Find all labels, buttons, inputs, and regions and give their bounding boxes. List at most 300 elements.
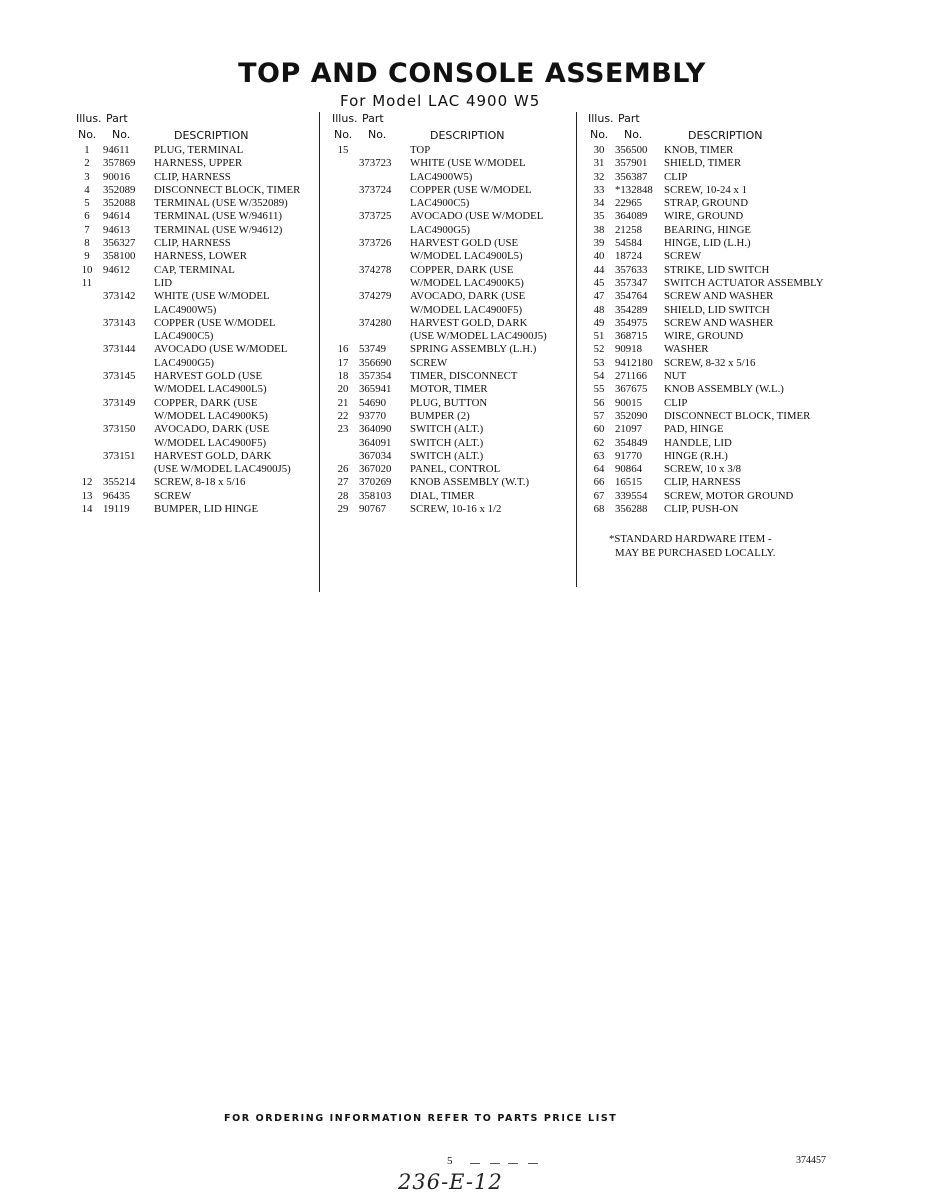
part-number: 94612 — [103, 263, 130, 276]
part-description: SCREW — [154, 489, 192, 502]
table-row — [332, 144, 572, 157]
table-row — [588, 476, 848, 489]
table-row — [76, 397, 316, 410]
part-number: 54584 — [615, 237, 642, 250]
part-description: HINGE (R.H.) — [664, 449, 728, 462]
table-row — [332, 490, 572, 503]
handwritten-code: 236-E-12 — [398, 1170, 503, 1194]
parts-list — [76, 144, 316, 516]
part-number: 364090 — [359, 423, 392, 436]
part-number: 54690 — [359, 396, 386, 409]
part-description: TERMINAL (USE W/352089) — [154, 197, 288, 210]
document-number: 374457 — [796, 1155, 826, 1166]
table-row — [588, 224, 848, 237]
table-row — [332, 343, 572, 356]
illus-number: 57 — [593, 409, 605, 422]
illus-number: 17 — [337, 356, 349, 369]
part-description: CLIP — [664, 396, 688, 409]
part-number: 356288 — [615, 503, 648, 516]
parts-list — [588, 144, 848, 516]
illus-number: 31 — [593, 157, 605, 170]
table-row — [76, 463, 316, 476]
table-row — [332, 357, 572, 370]
part-number: 373144 — [103, 343, 136, 356]
part-header: Part — [106, 112, 128, 125]
table-row — [76, 383, 316, 396]
illus-number: 68 — [593, 503, 605, 516]
illus-number: 60 — [593, 423, 605, 436]
part-number: 373725 — [359, 210, 392, 223]
illus-number: 30 — [593, 144, 605, 156]
part-number: 373726 — [359, 237, 392, 250]
part-description: CAP, TERMINAL — [154, 263, 235, 276]
table-row — [76, 144, 316, 157]
illus-header: Illus. — [76, 112, 102, 125]
table-row — [76, 437, 316, 450]
part-number: 356387 — [615, 170, 648, 183]
part-number: 94614 — [103, 210, 130, 223]
hardware-note — [609, 533, 776, 560]
part-description: BUMPER, LID HINGE — [154, 503, 259, 516]
illus-number: 6 — [84, 210, 90, 223]
illus-number: 62 — [593, 436, 605, 449]
part-header: Part — [618, 112, 640, 125]
part-number: 373724 — [359, 183, 392, 196]
part-description: SWITCH (ALT.) — [410, 423, 484, 436]
part-description: W/MODEL LAC4900K5) — [410, 276, 524, 289]
illus-number: 53 — [593, 356, 605, 369]
table-row — [76, 290, 316, 303]
table-row — [76, 410, 316, 423]
table-row — [76, 250, 316, 263]
table-row — [76, 210, 316, 223]
part-description: LAC4900C5) — [410, 197, 470, 210]
part-description: HANDLE, LID — [664, 436, 732, 449]
part-description: SCREW, 8-32 x 5/16 — [664, 356, 756, 369]
part-description: KNOB ASSEMBLY (W.T.) — [410, 476, 530, 489]
table-row — [332, 370, 572, 383]
illus-number: 40 — [593, 250, 605, 263]
illus-number: 51 — [593, 330, 605, 343]
part-number: 21258 — [615, 223, 642, 236]
part-description: SHIELD, TIMER — [664, 157, 742, 170]
table-row — [76, 237, 316, 250]
part-number: 367675 — [615, 383, 648, 396]
parts-list — [332, 144, 572, 516]
table-row — [588, 264, 848, 277]
part-number: 357354 — [359, 370, 392, 383]
part-description: WIRE, GROUND — [664, 210, 744, 223]
part-description: SCREW AND WASHER — [664, 290, 774, 303]
part-description: COPPER (USE W/MODEL — [410, 183, 532, 196]
part-description: HARVEST GOLD (USE — [154, 370, 263, 383]
table-row — [76, 450, 316, 463]
illus-number: 39 — [593, 237, 605, 250]
part-description: LID — [154, 276, 172, 289]
part-number: 356690 — [359, 356, 392, 369]
part-number: 21097 — [615, 423, 642, 436]
part-description: HARVEST GOLD, DARK — [410, 316, 528, 329]
part-description: SCREW, MOTOR GROUND — [664, 489, 794, 502]
illus-number: 27 — [337, 476, 349, 489]
illus-number: 52 — [593, 343, 605, 356]
part-number: 90864 — [615, 463, 642, 476]
table-row — [588, 397, 848, 410]
part-number: 356327 — [103, 237, 136, 250]
part-description: LAC4900W5) — [410, 170, 473, 183]
table-row — [588, 250, 848, 263]
illus-number: 34 — [593, 197, 605, 210]
part-description: TERMINAL (USE W/94611) — [154, 210, 282, 223]
table-row — [332, 330, 572, 343]
table-row — [588, 277, 848, 290]
part-number: 374279 — [359, 290, 392, 303]
table-row — [332, 410, 572, 423]
scan-mark — [508, 1163, 518, 1164]
part-number: 358103 — [359, 489, 392, 502]
table-row — [76, 171, 316, 184]
ordering-info: FOR ORDERING INFORMATION REFER TO PARTS PRICE LIST — [224, 1113, 618, 1124]
part-description: (USE W/MODEL LAC4900J5) — [410, 330, 547, 343]
part-description: DISCONNECT BLOCK, TIMER — [154, 183, 301, 196]
model-subtitle: For Model LAC 4900 W5 — [340, 92, 541, 110]
table-row — [332, 290, 572, 303]
table-row — [588, 330, 848, 343]
table-row — [588, 463, 848, 476]
illus-no-header: No. — [78, 128, 97, 141]
part-description: TIMER, DISCONNECT — [410, 370, 518, 383]
part-description: W/MODEL LAC4900F5) — [410, 303, 523, 316]
illus-number: 20 — [337, 383, 349, 396]
part-no-header: No. — [368, 128, 387, 141]
table-row — [588, 237, 848, 250]
illus-number: 66 — [593, 476, 605, 489]
part-description: AVOCADO (USE W/MODEL — [154, 343, 288, 356]
part-description: PAD, HINGE — [664, 423, 724, 436]
illus-number: 28 — [337, 489, 349, 502]
illus-number: 54 — [593, 370, 605, 383]
table-row — [76, 264, 316, 277]
part-number: 354975 — [615, 316, 648, 329]
illus-number: 9 — [84, 250, 90, 263]
part-description: LAC4900G5) — [154, 356, 214, 369]
table-row — [588, 343, 848, 356]
table-row — [76, 503, 316, 516]
part-description: CLIP, PUSH-ON — [664, 503, 739, 516]
table-row — [588, 503, 848, 516]
part-description: HARVEST GOLD (USE — [410, 237, 519, 250]
table-row — [76, 304, 316, 317]
illus-number: 35 — [593, 210, 605, 223]
table-row — [76, 357, 316, 370]
illus-number: 2 — [84, 157, 90, 170]
part-description: NUT — [664, 370, 687, 383]
table-row — [76, 277, 316, 290]
parts-column-3 — [588, 110, 848, 516]
part-number: 339554 — [615, 489, 648, 502]
part-number: 370269 — [359, 476, 392, 489]
part-description: LAC4900C5) — [154, 330, 214, 343]
part-number: 357347 — [615, 276, 648, 289]
illus-number: 16 — [337, 343, 349, 356]
part-description: HARNESS, UPPER — [154, 157, 243, 170]
illus-number: 63 — [593, 449, 605, 462]
part-number: 373150 — [103, 423, 136, 436]
part-number: 367034 — [359, 449, 392, 462]
part-description: SCREW AND WASHER — [664, 316, 774, 329]
part-number: 373149 — [103, 396, 136, 409]
illus-number: 22 — [337, 409, 349, 422]
table-row — [588, 184, 848, 197]
part-description: SCREW, 8-18 x 5/16 — [154, 476, 246, 489]
table-row — [76, 197, 316, 210]
table-row — [332, 317, 572, 330]
illus-number: 14 — [81, 503, 93, 516]
column-header — [76, 110, 316, 144]
illus-number: 23 — [337, 423, 349, 436]
table-row — [588, 490, 848, 503]
table-row — [588, 144, 848, 157]
table-row — [332, 397, 572, 410]
part-number: 18724 — [615, 250, 642, 263]
part-description: KNOB, TIMER — [664, 144, 734, 156]
part-number: 354764 — [615, 290, 648, 303]
part-number: *132848 — [615, 183, 653, 196]
part-description: AVOCADO, DARK (USE — [410, 290, 526, 303]
table-row — [332, 304, 572, 317]
part-number: 357901 — [615, 157, 648, 170]
part-description: SCREW, 10 x 3/8 — [664, 463, 741, 476]
table-row — [76, 330, 316, 343]
part-description: TOP — [410, 144, 431, 156]
part-number: 373145 — [103, 370, 136, 383]
table-row — [588, 210, 848, 223]
part-no-header: No. — [624, 128, 643, 141]
part-number: 22965 — [615, 197, 642, 210]
illus-number: 4 — [84, 183, 90, 196]
table-row — [76, 370, 316, 383]
table-row — [588, 157, 848, 170]
part-number: 271166 — [615, 370, 647, 383]
illus-number: 15 — [337, 144, 349, 156]
part-number: 364091 — [359, 436, 392, 449]
illus-number: 7 — [84, 223, 90, 236]
table-row — [332, 197, 572, 210]
part-description: COPPER, DARK (USE — [410, 263, 514, 276]
part-number: 365941 — [359, 383, 392, 396]
part-number: 374278 — [359, 263, 392, 276]
part-number: 373723 — [359, 157, 392, 170]
illus-number: 48 — [593, 303, 605, 316]
illus-number: 8 — [84, 237, 90, 250]
table-row — [332, 450, 572, 463]
part-number: 93770 — [359, 409, 386, 422]
part-number: 91770 — [615, 449, 642, 462]
illus-header: Illus. — [332, 112, 358, 125]
table-row — [76, 224, 316, 237]
table-row — [76, 490, 316, 503]
part-description: PLUG, BUTTON — [410, 396, 488, 409]
table-row — [332, 250, 572, 263]
description-header: DESCRIPTION — [430, 129, 505, 142]
part-description: DISCONNECT BLOCK, TIMER — [664, 409, 811, 422]
part-number: 96435 — [103, 489, 130, 502]
part-number: 373151 — [103, 449, 136, 462]
part-description: COPPER (USE W/MODEL — [154, 316, 276, 329]
illus-number: 47 — [593, 290, 605, 303]
illus-number: 5 — [84, 197, 90, 210]
illus-no-header: No. — [334, 128, 353, 141]
page-title: TOP AND CONSOLE ASSEMBLY — [238, 58, 706, 89]
part-description: DIAL, TIMER — [410, 489, 475, 502]
illus-number: 3 — [84, 170, 90, 183]
illus-number: 13 — [81, 489, 93, 502]
illus-number: 11 — [81, 276, 93, 289]
part-description: CLIP, HARNESS — [664, 476, 741, 489]
part-description: TERMINAL (USE W/94612) — [154, 223, 283, 236]
part-number: 358100 — [103, 250, 136, 263]
part-number: 373143 — [103, 316, 136, 329]
part-description: CLIP — [664, 170, 688, 183]
table-row — [332, 210, 572, 223]
column-divider — [576, 112, 577, 587]
part-description: LAC4900G5) — [410, 223, 470, 236]
illus-number: 64 — [593, 463, 605, 476]
parts-column-1 — [76, 110, 316, 516]
part-description: LAC4900W5) — [154, 303, 217, 316]
part-number: 90015 — [615, 396, 642, 409]
part-description: SCREW — [664, 250, 702, 263]
table-row — [76, 343, 316, 356]
column-header — [588, 110, 848, 144]
table-row — [588, 370, 848, 383]
illus-number: 32 — [593, 170, 605, 183]
part-description: (USE W/MODEL LAC4900J5) — [154, 463, 291, 476]
part-description: W/MODEL LAC4900F5) — [154, 436, 267, 449]
part-description: BEARING, HINGE — [664, 223, 751, 236]
description-header: DESCRIPTION — [174, 129, 249, 142]
part-description: COPPER, DARK (USE — [154, 396, 258, 409]
table-row — [588, 383, 848, 396]
table-row — [588, 410, 848, 423]
page-number: 5 — [447, 1155, 453, 1167]
illus-header: Illus. — [588, 112, 614, 125]
part-number: 94611 — [103, 144, 130, 156]
table-row — [332, 264, 572, 277]
illus-number: 55 — [593, 383, 605, 396]
table-row — [332, 503, 572, 516]
table-row — [332, 171, 572, 184]
part-description: SHIELD, LID SWITCH — [664, 303, 770, 316]
illus-number: 38 — [593, 223, 605, 236]
part-number: 367020 — [359, 463, 392, 476]
part-number: 90767 — [359, 503, 386, 516]
table-row — [588, 317, 848, 330]
part-number: 368715 — [615, 330, 648, 343]
scan-mark — [528, 1163, 538, 1164]
part-description: BUMPER (2) — [410, 409, 470, 422]
part-description: CLIP, HARNESS — [154, 170, 231, 183]
column-divider — [319, 112, 320, 592]
part-description: KNOB ASSEMBLY (W.L.) — [664, 383, 784, 396]
part-number: 19119 — [103, 503, 130, 516]
illus-number: 10 — [81, 263, 93, 276]
part-description: W/MODEL LAC4900L5) — [154, 383, 267, 396]
part-number: 352090 — [615, 409, 648, 422]
illus-number: 26 — [337, 463, 349, 476]
table-row — [332, 277, 572, 290]
part-number: 356500 — [615, 144, 648, 156]
table-row — [588, 423, 848, 436]
parts-column-2 — [332, 110, 572, 516]
table-row — [332, 383, 572, 396]
illus-number: 56 — [593, 396, 605, 409]
part-number: 355214 — [103, 476, 136, 489]
table-row — [332, 423, 572, 436]
part-number: 357633 — [615, 263, 648, 276]
table-row — [588, 304, 848, 317]
part-description: SPRING ASSEMBLY (L.H.) — [410, 343, 537, 356]
part-description: WHITE (USE W/MODEL — [154, 290, 270, 303]
illus-number: 12 — [81, 476, 93, 489]
illus-number: 18 — [337, 370, 349, 383]
table-row — [332, 157, 572, 170]
part-description: WHITE (USE W/MODEL — [410, 157, 526, 170]
part-description: AVOCADO (USE W/MODEL — [410, 210, 544, 223]
illus-no-header: No. — [590, 128, 609, 141]
description-header: DESCRIPTION — [688, 129, 763, 142]
part-number: 352088 — [103, 197, 136, 210]
part-number: 373142 — [103, 290, 136, 303]
table-row — [588, 290, 848, 303]
table-row — [76, 317, 316, 330]
part-description: PLUG, TERMINAL — [154, 144, 244, 156]
part-description: WASHER — [664, 343, 709, 356]
table-row — [76, 157, 316, 170]
part-description: WIRE, GROUND — [664, 330, 744, 343]
part-description: W/MODEL LAC4900L5) — [410, 250, 523, 263]
part-number: 354289 — [615, 303, 648, 316]
part-description: MOTOR, TIMER — [410, 383, 488, 396]
part-number: 94613 — [103, 223, 130, 236]
table-row — [76, 423, 316, 436]
part-description: PANEL, CONTROL — [410, 463, 501, 476]
scan-mark — [490, 1163, 500, 1164]
part-description: W/MODEL LAC4900K5) — [154, 409, 268, 422]
part-number: 354849 — [615, 436, 648, 449]
part-number: 90016 — [103, 170, 130, 183]
part-number: 374280 — [359, 316, 392, 329]
table-row — [332, 437, 572, 450]
table-row — [76, 476, 316, 489]
illus-number: 44 — [593, 263, 605, 276]
part-description: SWITCH ACTUATOR ASSEMBLY — [664, 276, 824, 289]
part-description: HARNESS, LOWER — [154, 250, 247, 263]
part-description: STRIKE, LID SWITCH — [664, 263, 770, 276]
part-description: CLIP, HARNESS — [154, 237, 231, 250]
illus-number: 21 — [337, 396, 349, 409]
part-description: SCREW — [410, 356, 448, 369]
illus-number: 67 — [593, 489, 605, 502]
table-row — [332, 476, 572, 489]
part-description: HINGE, LID (L.H.) — [664, 237, 751, 250]
table-row — [588, 197, 848, 210]
part-description: SCREW, 10-24 x 1 — [664, 183, 747, 196]
table-row — [332, 224, 572, 237]
table-row — [588, 171, 848, 184]
part-number: 90918 — [615, 343, 642, 356]
scan-mark — [470, 1163, 480, 1164]
